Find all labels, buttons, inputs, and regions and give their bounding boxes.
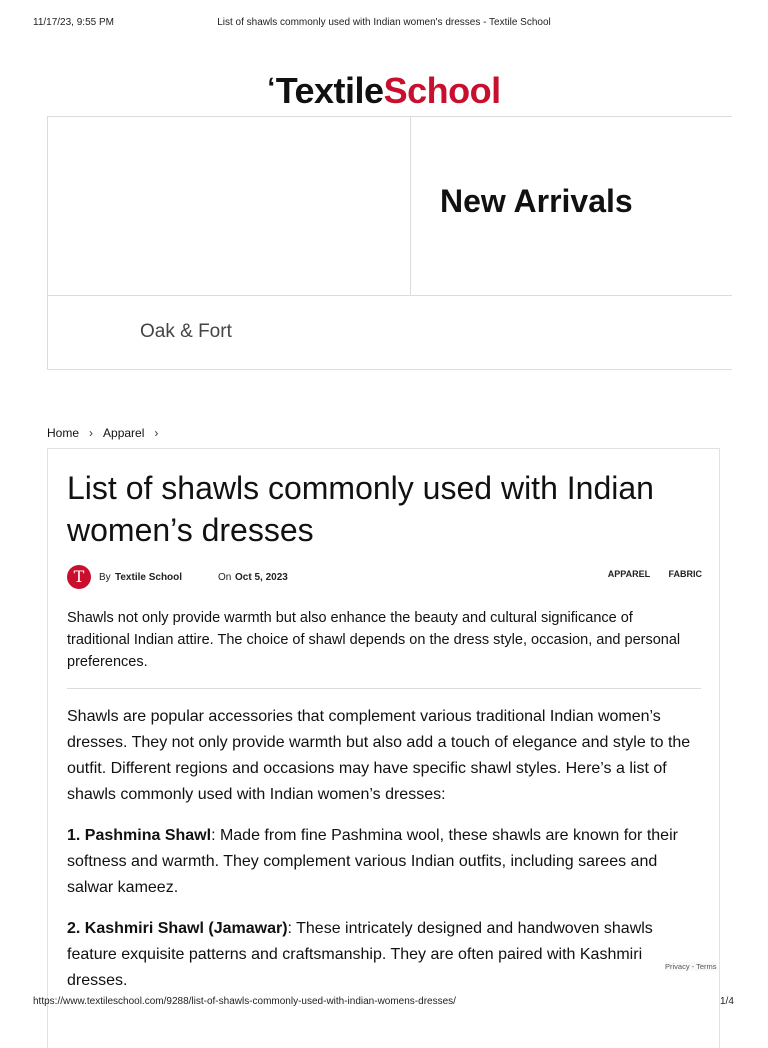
recaptcha-badge[interactable]: Privacy - Terms — [665, 962, 717, 971]
item-title: 2. Kashmiri Shawl (Jamawar) — [67, 920, 288, 937]
chevron-right-icon: › — [89, 426, 94, 440]
chevron-right-icon: › — [154, 426, 159, 440]
breadcrumb-home[interactable]: Home — [47, 426, 80, 440]
ad-brand[interactable]: Oak & Fort — [140, 321, 232, 342]
print-datetime: 11/17/23, 9:55 PM — [33, 17, 114, 28]
print-url: https://www.textileschool.com/9288/list-of-shawls-commonly-used-with-indian-womens-dresses/ — [33, 996, 456, 1007]
breadcrumb — [47, 426, 168, 440]
ad-divider — [48, 295, 732, 296]
logo-text-school: School — [383, 70, 501, 111]
author-link[interactable]: Textile School — [115, 572, 183, 583]
ad-image[interactable] — [48, 117, 411, 295]
article-body — [67, 704, 697, 1009]
article-card — [47, 448, 720, 1048]
tag-apparel[interactable]: APPAREL — [607, 569, 650, 579]
tag-fabric[interactable]: FABRIC — [668, 569, 702, 579]
on-label: On — [218, 572, 232, 583]
ad-title[interactable]: New Arrivals — [440, 183, 633, 219]
paragraph: Shawls are popular accessories that complement various traditional Indian women’s dresses. They not only provide warmth but also add a touch of elegance and style to the outfit. Different regions and occasions may have specific shawl styles. Here’s a list of shawls commonly used with Indian women’s dresses: — [67, 708, 691, 803]
divider — [67, 688, 701, 689]
list-item — [67, 823, 697, 901]
logo-mark-icon: ʻ — [267, 72, 275, 103]
item-text: : Made from fine Pashmina wool, these shawls are known for their softness and warmth. They complement various Indian outfits, including sarees and salwar kameez. — [67, 827, 678, 896]
article-meta — [67, 565, 702, 591]
site-logo[interactable] — [0, 66, 768, 113]
article-tags — [592, 569, 702, 579]
article-title: List of shawls commonly used with Indian women’s dresses — [67, 470, 654, 548]
breadcrumb-apparel[interactable]: Apparel — [103, 426, 145, 440]
advertisement[interactable] — [47, 116, 732, 370]
article-intro: Shawls not only provide warmth but also enhance the beauty and cultural significance of traditional Indian attire. The choice of shawl depends on the dress style, occasion, and personal preferences. — [67, 610, 681, 670]
list-item — [67, 916, 697, 994]
print-header — [0, 17, 768, 29]
item-text: : These intricately designed and handwoven shawls feature exquisite patterns and craftsmanship. They are often paired with Kashmiri dresses. — [67, 920, 653, 989]
print-page-number: 1/4 — [720, 996, 734, 1007]
print-page-title: List of shawls commonly used with Indian women's dresses - Textile School — [217, 17, 551, 28]
author-avatar[interactable]: T — [67, 565, 91, 589]
logo-text-textile: Textile — [275, 70, 384, 111]
publish-date: Oct 5, 2023 — [235, 572, 288, 583]
by-label: By — [99, 572, 111, 583]
item-title: 1. Pashmina Shawl — [67, 827, 212, 844]
